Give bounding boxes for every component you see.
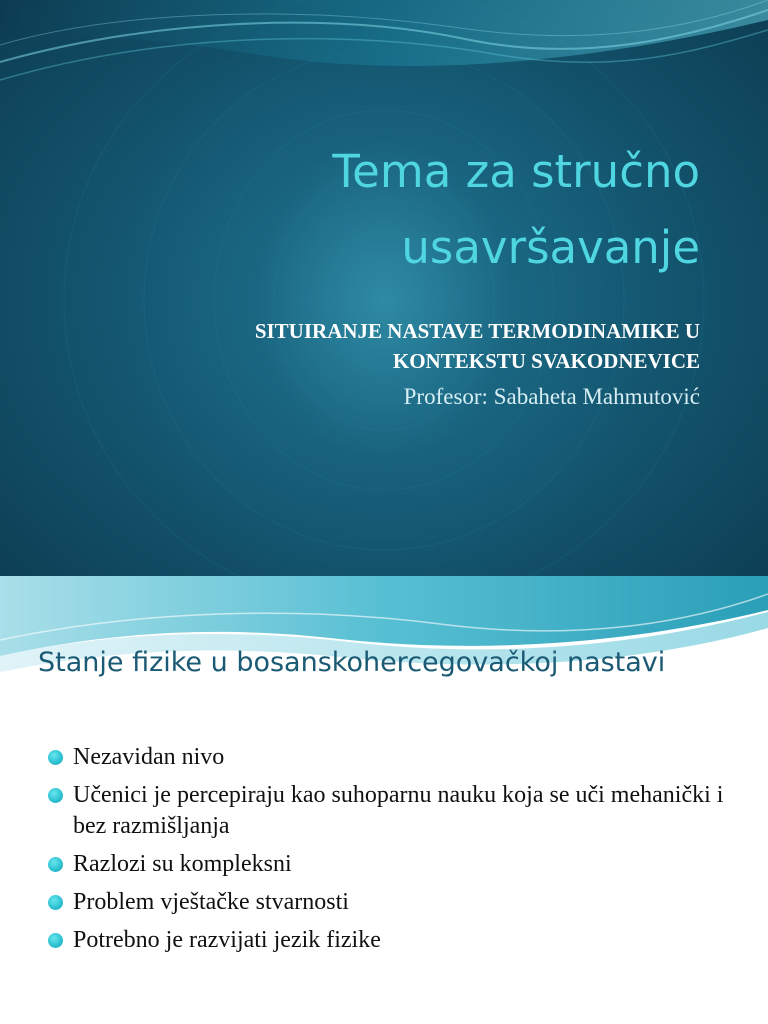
bullet-text: Razlozi su kompleksni xyxy=(73,851,292,877)
bullet-list xyxy=(48,742,738,963)
bullet-dot-icon xyxy=(48,895,63,910)
subtitle-line-2: KONTEKSTU SVAKODNEVICE xyxy=(392,349,700,373)
list-item xyxy=(48,780,738,842)
bullet-text: Potrebno je razvijati jezik fizike xyxy=(73,927,381,953)
professor-name: Profesor: Sabaheta Mahmutović xyxy=(403,384,700,409)
list-item xyxy=(48,742,738,773)
bullet-text: Učenici je percepiraju kao suhoparnu nauku koja se uči mehanički i bez razmišljanja xyxy=(73,782,724,839)
subtitle-line-1: SITUIRANJE NASTAVE TERMODINAMIKE U xyxy=(254,319,700,343)
bullet-text: Nezavidan nivo xyxy=(73,744,225,770)
list-item xyxy=(48,849,738,880)
slide1-title: Tema za stručno usavršavanje xyxy=(332,145,700,274)
slide1-subtitle xyxy=(60,316,700,412)
bullet-dot-icon xyxy=(48,933,63,948)
list-item xyxy=(48,887,738,918)
bullet-dot-icon xyxy=(48,750,63,765)
list-item xyxy=(48,925,738,956)
bullet-text: Problem vještačke stvarnosti xyxy=(73,889,349,915)
slide2-title: Stanje fizike u bosanskohercegovačkoj nastavi xyxy=(38,647,666,678)
bullet-dot-icon xyxy=(48,857,63,872)
content-slide xyxy=(0,576,768,1024)
bullet-dot-icon xyxy=(48,788,63,803)
